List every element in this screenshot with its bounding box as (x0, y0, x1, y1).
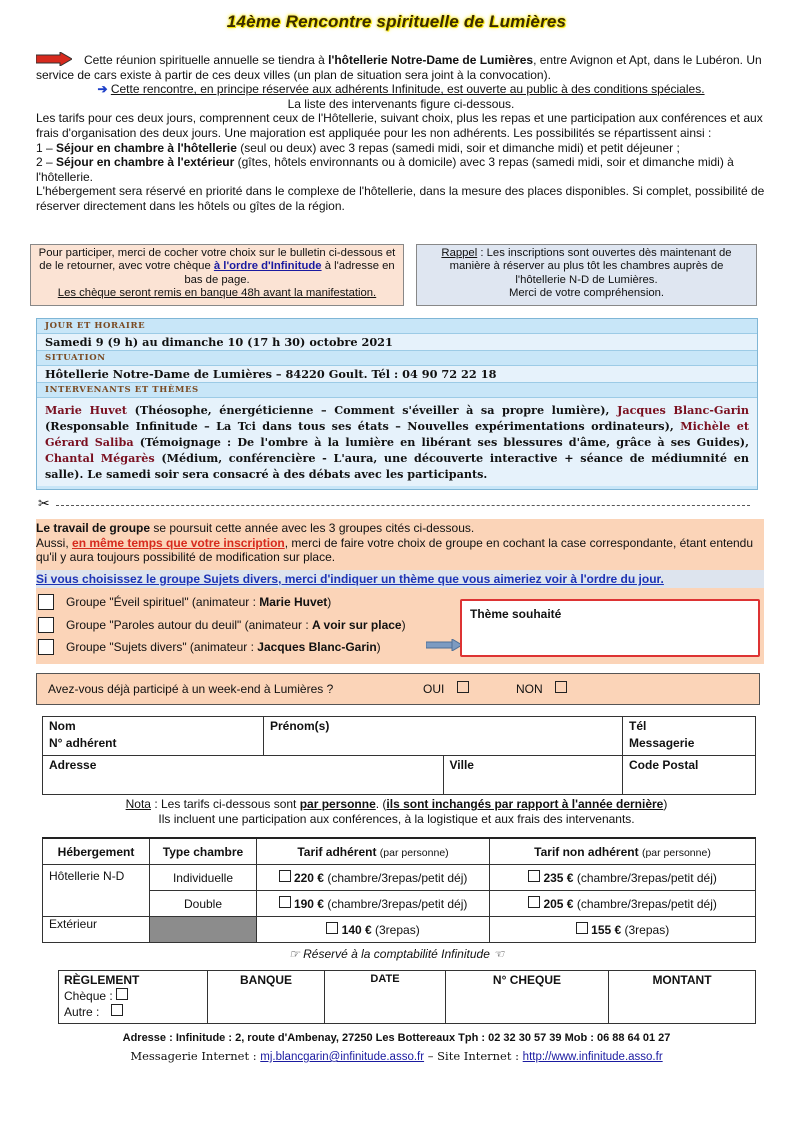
speakers-caption: INTERVENANTS ET THÈMES (45, 385, 199, 395)
price-option[interactable]: 235 € (chambre/3repas/petit déj) (490, 865, 756, 891)
group-intro: Le travail de groupe se poursuit cette année avec les 3 groupes cités ci-dessous. Aussi, en même temps que votre inscription, merci de faire votre choix de groupe en cochant la case correspondante, étant entendu qu'il y aura toujours possibilité de modification sur place. (36, 521, 754, 565)
payment-table (58, 970, 756, 1024)
pricing-note: Nota : Les tarifs ci-dessous sont par personne. (ils sont inchangés par rapport à l'année dernière) Ils incluent une participation aux conférences, à la logistique et aux frais des intervenants. (125, 797, 668, 826)
location-caption: SITUATION (45, 353, 106, 363)
intro-paragraph-4: Les tarifs pour ces deux jours, comprennent ceux de l'Hôtellerie, suivant choix, plus les repas et une participation aux conférences et aux frais d'organisation des deux jours. Une majoration est appliquée pour les non adhérents. Les possibilités se répartissent ainsi : (36, 111, 763, 140)
city-field[interactable]: Ville (443, 756, 623, 795)
scissors-icon: ✂ (38, 495, 50, 511)
cheque-number-field[interactable]: N° CHEQUE (446, 971, 609, 1024)
date-field[interactable]: DATE (325, 971, 446, 1024)
participation-box: Pour participer, merci de cocher votre choix sur le bulletin ci-dessous et de le retourner, avec votre chèque à l'ordre d'Infinitude à l'adresse en bas de page. Les chèque seront remis en banque 48h avant la manifestation. (30, 244, 404, 306)
price-option[interactable]: 205 € (chambre/3repas/petit déj) (490, 891, 756, 917)
page-title: 14ème Rencontre spirituelle de Lumières (226, 12, 567, 31)
group-option-eveil[interactable]: Groupe "Éveil spirituel" (animateur : Marie Huvet) (36, 592, 456, 612)
footer-address: Adresse : Infinitude : 2, route d'Ambenay, 27250 Les Bottereaux Tph : 02 32 30 57 39 Mob : 06 88 64 01 27 (122, 1032, 671, 1044)
cut-line (38, 495, 750, 512)
theme-field[interactable]: Thème souhaité (460, 599, 760, 657)
intro-option-1: 1 – Séjour en chambre à l'hôtellerie (seul ou deux) avec 3 repas (samedi midi, soir et dimanche midi) et petit déjeuner ; (36, 140, 680, 155)
footer-contact: Messagerie Internet : mj.blancgarin@infinitude.asso.fr – Site Internet : http://www.infinitude.asso.fr (130, 1049, 663, 1063)
phone-mail-field[interactable]: Tél Messagerie (623, 717, 756, 756)
col-header-hebergement: Hébergement (43, 838, 150, 865)
group-checkbox[interactable] (38, 594, 54, 610)
pricing-table (42, 837, 756, 943)
cheque-order-link[interactable]: à l'ordre d'Infinitude (213, 260, 322, 273)
group-checkbox[interactable] (38, 617, 54, 633)
cheque-checkbox[interactable] (116, 988, 128, 1000)
theme-request: Si vous choisissez le groupe Sujets divers, merci d'indiquer un thème que vous aimeriez voir à l'ordre du jour. (36, 570, 764, 588)
date-caption: JOUR ET HORAIRE (45, 321, 146, 331)
identity-table (42, 716, 756, 795)
name-field[interactable]: Nom N° adhérent (43, 717, 264, 756)
postal-code-field[interactable]: Code Postal (623, 756, 756, 795)
col-header-type: Type chambre (150, 838, 257, 865)
group-option-deuil[interactable]: Groupe "Paroles autour du deuil" (animateur : A voir sur place) (36, 615, 456, 635)
oui-checkbox[interactable] (457, 681, 469, 693)
accounting-label: ☞ Réservé à la comptabilité Infinitude ☜ (289, 947, 504, 961)
grey-cell (150, 917, 257, 943)
hand-right-icon: ☞ (289, 947, 300, 961)
address-field[interactable]: Adresse (43, 756, 444, 795)
group-checkbox[interactable] (38, 639, 54, 655)
website-link[interactable]: http://www.infinitude.asso.fr (522, 1051, 663, 1063)
group-option-divers[interactable]: Groupe "Sujets divers" (animateur : Jacques Blanc-Garin) (36, 637, 456, 657)
group-options (36, 592, 456, 657)
blue-arrow-icon: ➔ (97, 82, 108, 97)
other-checkbox[interactable] (111, 1004, 123, 1016)
table-row: Double 190 € (chambre/3repas/petit déj) 205 € (chambre/3repas/petit déj) (43, 891, 756, 917)
event-location: Hôtellerie Notre-Dame de Lumières – 84220 Goult. Tél : 04 90 72 22 18 (37, 365, 757, 383)
price-option[interactable]: 190 € (chambre/3repas/petit déj) (257, 891, 490, 917)
amount-field[interactable]: MONTANT (609, 971, 756, 1024)
intro-section (36, 52, 766, 214)
email-link[interactable]: mj.blancgarin@infinitude.asso.fr (260, 1051, 425, 1063)
non-checkbox[interactable] (555, 681, 567, 693)
hand-left-icon: ☜ (493, 947, 504, 961)
table-row: Extérieur 140 € (3repas) 155 € (3repas) (43, 917, 756, 943)
intro-paragraph-3: La liste des intervenants figure ci-dessous. (287, 96, 515, 111)
intro-paragraph-5: L'hébergement sera réservé en priorité dans le complexe de l'hôtellerie, dans la mesure des places disponibles. Si complet, possibilité de réserver directement dans les hôtels ou gîtes de la région. (36, 184, 765, 213)
arrow-right-icon (426, 639, 462, 651)
event-info-panel (36, 318, 758, 490)
price-option[interactable]: 220 € (chambre/3repas/petit déj) (257, 865, 490, 891)
col-header-non-adherent: Tarif non adhérent (par personne) (490, 838, 756, 865)
bank-field[interactable]: BANQUE (208, 971, 325, 1024)
price-option[interactable]: 140 € (3repas) (257, 917, 490, 943)
payment-method: RÈGLEMENT Chèque : Autre : (59, 971, 208, 1024)
intro-paragraph-1: Cette réunion spirituelle annuelle se tiendra à l'hôtellerie Notre-Dame de Lumières, entre Avignon et Apt, dans le Lubéron. Un service de cars existe à partir de ces deux villes (un plan de situation sera joint à la convocation). (36, 53, 762, 82)
reminder-box: Rappel : Les inscriptions sont ouvertes dès maintenant de manière à réserver au plus tôt les chambres auprès de l'hôtellerie N-D de Lumières. Merci de votre compréhension. (416, 244, 757, 306)
event-date: Samedi 9 (9 h) au dimanche 10 (17 h 30) octobre 2021 (37, 333, 757, 351)
table-row: Hôtellerie N-D Individuelle 220 € (chambre/3repas/petit déj) 235 € (chambre/3repas/petit déj) (43, 865, 756, 891)
firstname-field[interactable]: Prénom(s) (264, 717, 623, 756)
red-arrow-icon (36, 52, 72, 66)
previous-participation: Avez-vous déjà participé à un week-end à Lumières ? OUI NON (36, 673, 760, 705)
speakers-list: Marie Huvet (Théosophe, énergéticienne – Comment s'éveiller à sa propre lumière), Jacques Blanc-Garin (Responsable Infinitude – La Tci dans tous ses états – Nouvelles expérimentations ordinateurs), Michèle et Gérard Saliba (Témoignage : De l'ombre à la lumière en libérant ses blessures d'âme, grâce à ses Guides), Chantal Mégarès (Médium, conférencière - L'aura, une découverte interactive + séance de médiumnité en salle). Le samedi soir sera consacré à des débats avec les participants. (37, 397, 757, 486)
price-option[interactable]: 155 € (3repas) (490, 917, 756, 943)
intro-paragraph-2: ➔ Cette rencontre, en principe réservée aux adhérents Infinitude, est ouverte au public à des conditions spéciales. (97, 82, 705, 97)
col-header-adherent: Tarif adhérent (par personne) (257, 838, 490, 865)
intro-option-2: 2 – Séjour en chambre à l'extérieur (gîtes, hôtels environnants ou à domicile) avec 3 repas (samedi midi, soir et dimanche midi) à l'hôtellerie. (36, 155, 734, 184)
